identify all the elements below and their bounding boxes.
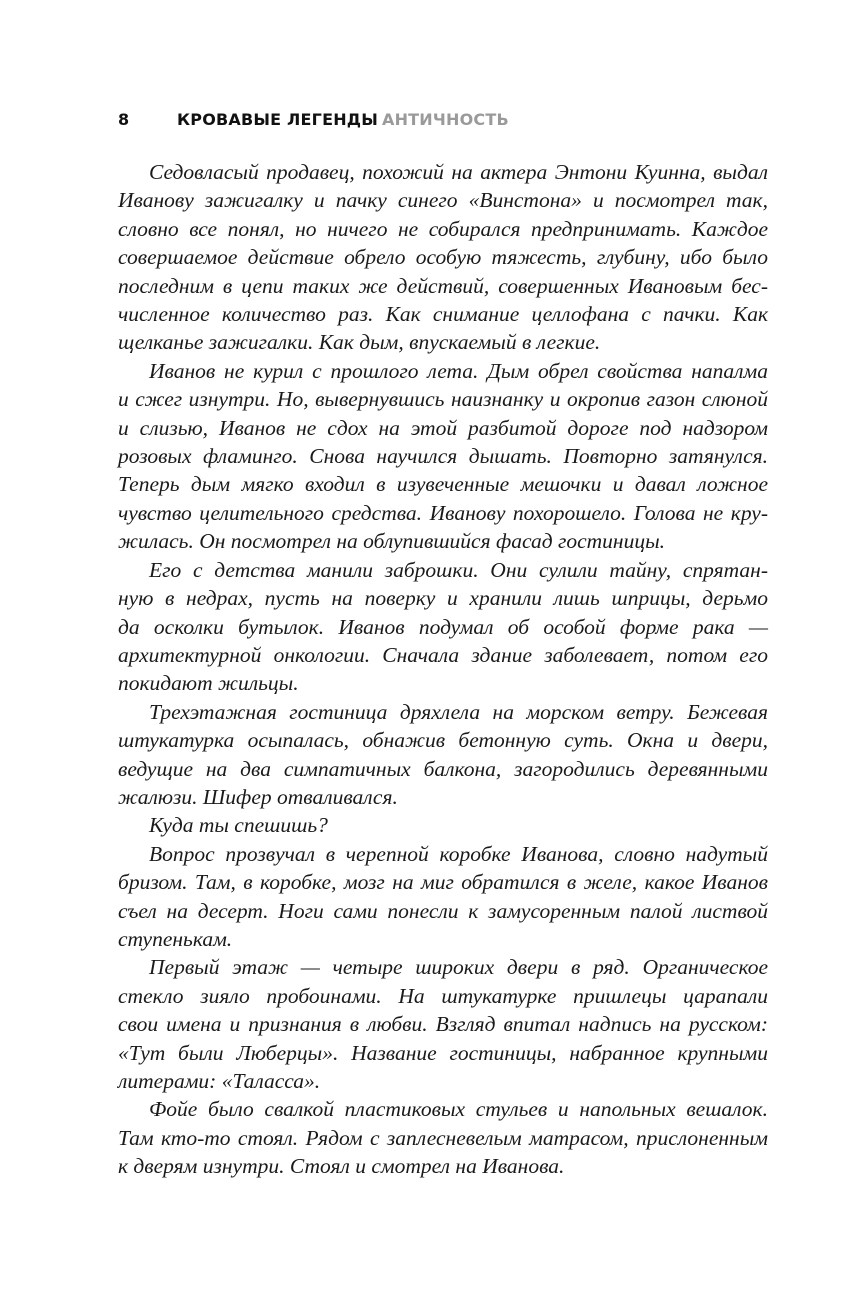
body-text — [118, 158, 768, 1181]
text-line: численное количество раз. Как снимание целлофана с пачки. Как — [118, 302, 768, 327]
text-line: Иванов не курил с прошлого лета. Дым обрел свойства напалма — [149, 358, 768, 383]
paragraph — [118, 357, 768, 556]
paragraph — [118, 840, 768, 954]
paragraph — [118, 1095, 768, 1180]
text-line: последним в цепи таких же действий, совершенных Ивановым бес- — [118, 273, 768, 298]
text-line: стекло зияло пробоинами. На штукатурке пришлецы царапали — [118, 983, 768, 1008]
text-line: да осколки бутылок. Иванов подумал об особой форме рака — — [118, 614, 768, 639]
book-title: КРОВАВЫЕ ЛЕГЕНДЫ — [177, 110, 379, 129]
text-line: свои имена и признания в любви. Взгляд впитал надпись на русском: — [118, 1012, 768, 1037]
text-line: жилась. Он посмотрел на облупившийся фасад гостиницы. — [118, 529, 666, 554]
text-line: ступенькам. — [118, 926, 233, 951]
paragraph — [118, 698, 768, 812]
text-line: щелканье зажигалки. Как дым, впускаемый в легкие. — [118, 330, 601, 355]
text-line: съел на десерт. Ноги сами понесли к замусоренным палой листвой — [118, 898, 768, 923]
text-line: ную в недрах, пусть на поверку и хранили лишь шприцы, дерьмо — [118, 586, 768, 611]
text-line: бризом. Там, в коробке, мозг на миг обратился в желе, какое Иванов — [118, 870, 768, 895]
text-line: и сжег изнутри. Но, вывернувшись наизнанку и окропив газон слюной — [118, 387, 768, 412]
text-line: Иванову зажигалку и пачку синего «Винстона» и посмотрел так, — [118, 188, 768, 213]
text-line: Его с детства манили заброшки. Они сулили тайну, спрятан- — [149, 557, 768, 582]
paragraph — [118, 556, 768, 698]
text-line: литерами: «Таласса». — [118, 1069, 321, 1093]
text-line: розовых фламинго. Снова научился дышать. Повторно затянулся. — [118, 444, 768, 469]
text-line: жалюзи. Шифер отваливался. — [118, 784, 398, 809]
paragraph — [118, 158, 768, 357]
text-line: Фойе было свалкой пластиковых стульев и напольных вешалок. — [149, 1097, 768, 1122]
text-line: совершаемое действие обрело особую тяжесть, глубину, ибо было — [118, 245, 768, 270]
paragraph — [118, 953, 768, 1095]
text-line: Там кто-то стоял. Рядом с заплесневелым матрасом, прислоненным — [118, 1125, 768, 1150]
text-line: Трехэтажная гостиница дряхлела на морском ветру. Бежевая — [149, 699, 768, 724]
text-line: Седовласый продавец, похожий на актера Энтони Куинна, выдал — [149, 160, 768, 184]
text-line: Куда ты спешишь? — [149, 813, 328, 838]
text-line: к дверям изнутри. Стоял и смотрел на Иванова. — [118, 1154, 565, 1179]
section-title: АНТИЧНОСТЬ — [382, 110, 509, 129]
text-line: штукатурка осыпалась, обнажив бетонную суть. Окна и двери, — [118, 728, 768, 753]
text-line: архитектурной онкологии. Сначала здание заболевает, потом его — [118, 642, 768, 667]
text-line: словно все понял, но ничего не собирался предпринимать. Каждое — [118, 216, 768, 241]
paragraph — [118, 811, 768, 839]
text-line: чувство целительного средства. Иванову похорошело. Голова не кру- — [118, 500, 768, 525]
text-line: покидают жильцы. — [118, 671, 299, 696]
text-line: и слизью, Иванов не сдох на этой разбитой дороге под надзором — [118, 415, 768, 440]
text-line: ведущие на два симпатичных балкона, загородились деревянными — [118, 756, 768, 781]
text-line: Теперь дым мягко входил в изувеченные мешочки и давал ложное — [118, 472, 768, 497]
text-line: Вопрос прозвучал в черепной коробке Иванова, словно надутый — [149, 841, 768, 866]
page-number: 8 — [118, 110, 130, 129]
text-line: Первый этаж — четыре широких двери в ряд. Органическое — [149, 955, 768, 980]
text-line: «Тут были Люберцы». Название гостиницы, набранное крупными — [118, 1040, 768, 1065]
running-header — [118, 110, 768, 134]
